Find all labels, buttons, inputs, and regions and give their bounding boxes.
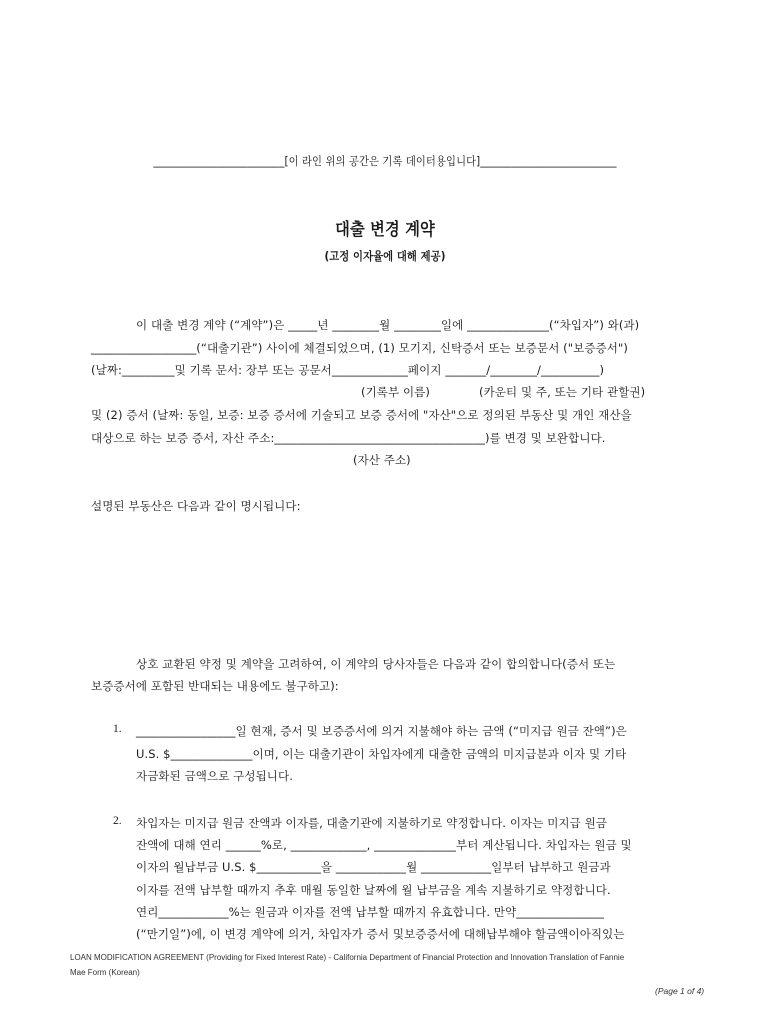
intro-line-2: __________________(“대출기관”) 사이에 체결되었으며, (1) 모기지, 신탁증서 또는 보증문서 ("보증증서") [91, 341, 628, 355]
jurisdiction-caption: (카운티 및 주, 또는 기타 관할권) [479, 385, 646, 399]
clause-2-line-3: 이자의 월납부금 U.S. $___________을 ____________월 ____________일부터 납부하고 원금과 [136, 860, 611, 874]
record-data-line: _________________________[이 라인 위의 공간은 기록 데이터용입니다]__________________________ [153, 154, 617, 168]
clause-1-line-3: 자금화된 금액으로 구성됩니다. [136, 769, 293, 783]
intro-line-6: 대상으로 하는 보증 증서, 자산 주소:____________________________________)를 변경 및 보완합니다. [91, 431, 606, 445]
clause-2-line-4: 이자를 전액 납부할 때까지 추후 매월 동일한 날짜에 월 납부금을 계속 지불하기로 약정합니다. [136, 883, 611, 897]
clause-2-line-1: 차입자는 미지급 원금 잔액과 이자를, 대출기관에 지불하기로 약정합니다. 이자는 미지급 원금 [136, 816, 608, 830]
clause-2-line-5: 연리____________%는 원금과 이자를 전액 납부할 때까지 유효합니다. 만약_______________ [136, 905, 605, 919]
clause-2-number: 2. [113, 815, 122, 827]
clause-1-line-1: _________________일 현재, 증서 및 보증증서에 의거 지불해야 하는 금액 (“미지급 원금 잔액”)은 [136, 724, 627, 738]
document-subtitle: (고정 이자율에 대해 제공) [324, 249, 446, 263]
page-number: (Page 1 of 4) [655, 986, 705, 996]
footer-line-2: Mae Form (Korean) [70, 968, 140, 977]
clause-2-line-2: 잔액에 대해 연리 ______%로, _____________, ______________부터 계산됩니다. 차입자는 원금 및 [136, 838, 632, 852]
clause-2-line-6: (“만기일”)에, 이 변경 계약에 의거, 차입자가 증서 및보증증서에 대해납부해야 할금액이아직있는 [136, 927, 625, 941]
consider-line-1: 상호 교환된 약정 및 계약을 고려하여, 이 계약의 당사자들은 다음과 같이 합의합니다(증서 또는 [136, 657, 616, 671]
described-property-label: 설명된 부동산은 다음과 같이 명시됩니다: [91, 499, 301, 513]
document-title: 대출 변경 계약 [335, 220, 435, 240]
property-address-caption: (자산 주소) [353, 453, 411, 467]
footer-line-1: LOAN MODIFICATION AGREEMENT (Providing for Fixed Interest Rate) - California Department of Financial Protection and Innovation Translation of Fannie [70, 953, 625, 962]
intro-line-1: 이 대출 변경 계약 (“계약”)은 _____년 ________월 ________일에 ______________(“차입자”) 와(과) [136, 318, 640, 332]
clause-1-line-2: U.S. $______________이며, 이는 대출기관이 차입자에게 대출한 금액의 미지급분과 이자 및 기타 [136, 747, 627, 761]
intro-line-3: (날짜:_________및 기록 문서: 장부 또는 공문서_____________페이지 _______/________/__________) [91, 363, 605, 377]
clause-1-number: 1. [113, 723, 122, 735]
intro-line-5: 및 (2) 증서 (날짜: 동일, 보증: 보증 증서에 기술되고 보증 증서에 "자산"으로 정의된 부동산 및 개인 재산을 [91, 408, 632, 422]
record-book-name-caption: (기록부 이름) [361, 385, 430, 399]
consider-line-2: 보증증서에 포함된 반대되는 내용에도 불구하고): [91, 679, 339, 693]
